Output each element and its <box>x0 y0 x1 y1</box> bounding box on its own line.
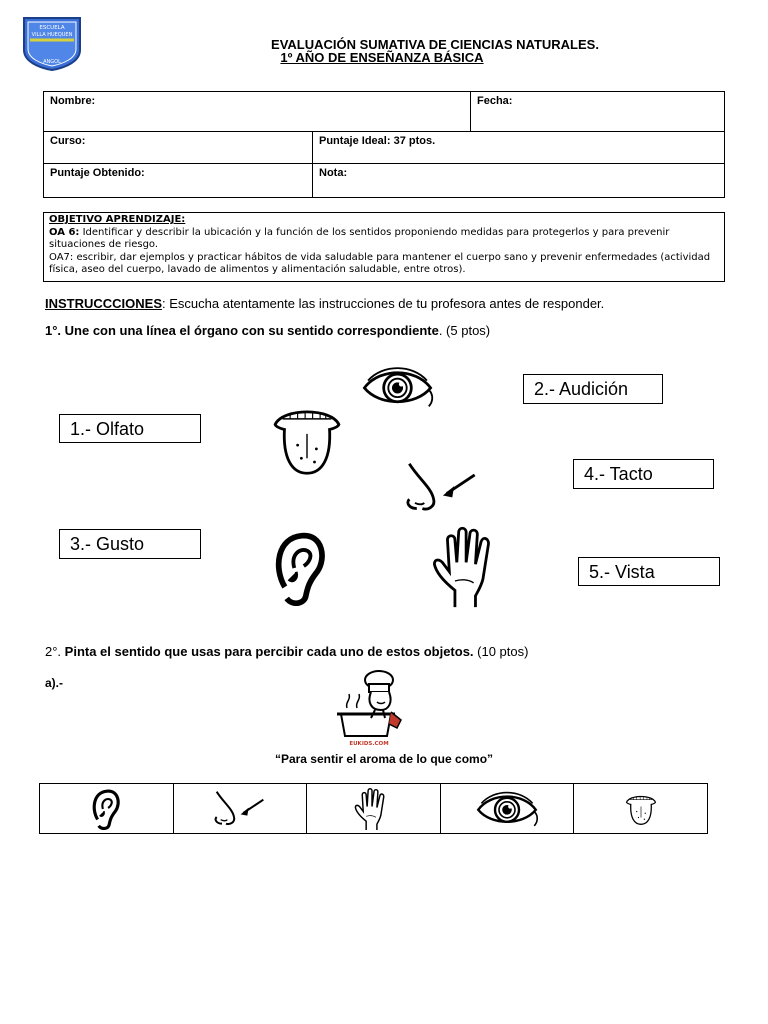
nota-field[interactable]: Nota: <box>319 167 348 179</box>
puntaje-ideal: Puntaje Ideal: 37 ptos. <box>319 135 436 147</box>
question-1-text: 1°. Une con una línea el órgano con su sentido correspondiente <box>45 323 439 338</box>
hand-icon <box>352 787 394 831</box>
objective-oa6 <box>49 227 719 252</box>
mouth-icon[interactable] <box>266 402 348 477</box>
nose-icon <box>210 789 270 829</box>
option-eye[interactable] <box>441 784 575 833</box>
mouth-icon <box>624 789 658 829</box>
sense-tacto[interactable]: 4.- Tacto <box>573 459 714 489</box>
learning-objective-box <box>43 212 725 282</box>
page-subtitle: 1º AÑO DE ENSEÑANZA BÁSICA <box>280 50 484 65</box>
fecha-field[interactable]: Fecha: <box>477 95 513 107</box>
option-nose[interactable] <box>174 784 308 833</box>
question-1-points: . (5 ptos) <box>438 323 491 338</box>
instructions-text: : Escucha atentamente las instrucciones de tu profesora antes de responder. <box>162 296 605 311</box>
item-a-caption: “Para sentir el aroma de lo que como” <box>274 752 494 766</box>
item-a-label: a).- <box>45 676 63 690</box>
oa6-label: OA 6: <box>49 226 80 238</box>
question-2-points: (10 ptos) <box>473 644 529 659</box>
eye-icon <box>470 789 544 829</box>
option-hand[interactable] <box>307 784 441 833</box>
page-title: EVALUACIÓN SUMATIVA DE CIENCIAS NATURALES. <box>271 37 599 52</box>
ear-icon <box>88 788 124 830</box>
sense-options-row <box>39 783 708 834</box>
logo-line-3: ANGOL <box>43 59 61 65</box>
instructions-label: INSTRUCCCIONES <box>45 296 163 311</box>
option-mouth[interactable] <box>574 784 707 833</box>
logo-line-2: VILLA HUEQUEN <box>31 32 73 38</box>
question-1 <box>45 323 490 338</box>
question-2-text: Pinta el sentido que usas para percibir cada uno de estos objetos. <box>64 644 474 659</box>
instructions <box>45 296 604 311</box>
question-2 <box>45 644 528 659</box>
objective-heading: OBJETIVO APRENDIZAJE: <box>49 214 186 225</box>
ear-icon[interactable] <box>268 530 332 606</box>
chef-smelling-pot-icon <box>327 668 411 748</box>
puntaje-obtenido-field[interactable]: Puntaje Obtenido: <box>50 167 145 179</box>
curso-field[interactable]: Curso: <box>50 135 86 147</box>
eye-icon[interactable] <box>360 364 435 410</box>
nose-icon[interactable] <box>397 460 487 516</box>
sense-olfato[interactable]: 1.- Olfato <box>59 414 201 443</box>
oa6-text: Identificar y describir la ubicación y la función de los sentidos proponiendo medidas para protegerlos y para prevenir situaciones de riesgo. <box>49 226 670 251</box>
chef-image-watermark: EUKIDS.COM <box>349 741 389 747</box>
objective-oa7: OA7: escribir, dar ejemplos y practicar hábitos de vida saludable para mantener el cuerpo sano y prevenir enfermedades (actividad física, aseo del cuerpo, lavado de alimentos y alimentación saludable, entre otros). <box>49 251 711 276</box>
nombre-field[interactable]: Nombre: <box>50 95 96 107</box>
sense-vista[interactable]: 5.- Vista <box>578 557 720 586</box>
question-2-number: 2°. <box>45 644 65 659</box>
hand-icon[interactable] <box>425 525 511 609</box>
sense-audicion[interactable]: 2.- Audición <box>523 374 663 404</box>
student-info-table <box>43 91 725 198</box>
logo-line-1: ESCUELA <box>39 25 65 31</box>
option-ear[interactable] <box>40 784 174 833</box>
sense-gusto[interactable]: 3.- Gusto <box>59 529 201 559</box>
